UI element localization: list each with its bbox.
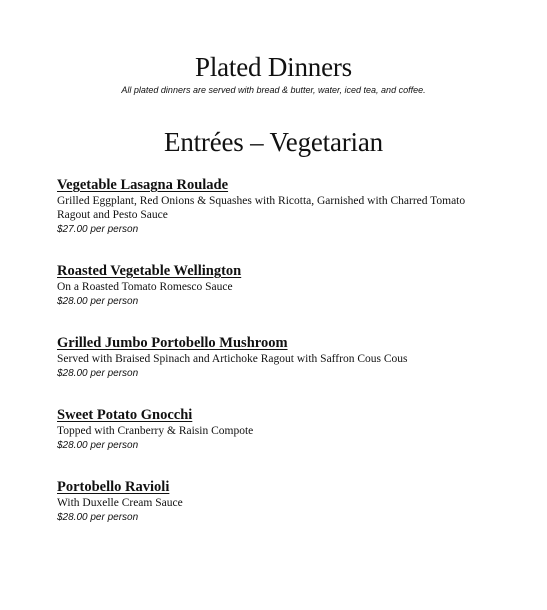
menu-item-description: With Duxelle Cream Sauce [57, 497, 183, 509]
page-title: Plated Dinners [195, 52, 352, 82]
menu-item-vegetable-lasagna-roulade [57, 177, 497, 237]
menu-item-price: $27.00 per person [57, 224, 139, 235]
menu-item-price: $28.00 per person [57, 440, 139, 451]
menu-item-name: Roasted Vegetable Wellington [57, 263, 242, 279]
menu-item-description: Topped with Cranberry & Raisin Compote [57, 425, 254, 437]
menu-item-name: Portobello Ravioli [57, 479, 170, 495]
menu-item-grilled-jumbo-portobello-mushroom [57, 335, 497, 381]
menu-item-portobello-ravioli [57, 479, 497, 525]
menu-item-price: $28.00 per person [57, 512, 139, 523]
menu-item-description: On a Roasted Tomato Romesco Sauce [57, 281, 233, 293]
page-subtitle: All plated dinners are served with bread & butter, water, iced tea, and coffee. [121, 85, 426, 95]
section-heading: Entrées – Vegetarian [164, 127, 383, 157]
menu-item-name: Vegetable Lasagna Roulade [57, 177, 229, 193]
menu-item-price: $28.00 per person [57, 368, 139, 379]
menu-item-sweet-potato-gnocchi [57, 407, 497, 453]
menu-item-roasted-vegetable-wellington [57, 263, 497, 309]
menu-item-name: Grilled Jumbo Portobello Mushroom [57, 335, 288, 351]
menu-item-name: Sweet Potato Gnocchi [57, 407, 193, 423]
menu-item-price: $28.00 per person [57, 296, 139, 307]
menu-item-description: Grilled Eggplant, Red Onions & Squashes with Ricotta, Garnished with Charred Tomato Ragout and Pesto Sauce [57, 195, 466, 221]
menu-item-description: Served with Braised Spinach and Artichoke Ragout with Saffron Cous Cous [57, 353, 408, 365]
